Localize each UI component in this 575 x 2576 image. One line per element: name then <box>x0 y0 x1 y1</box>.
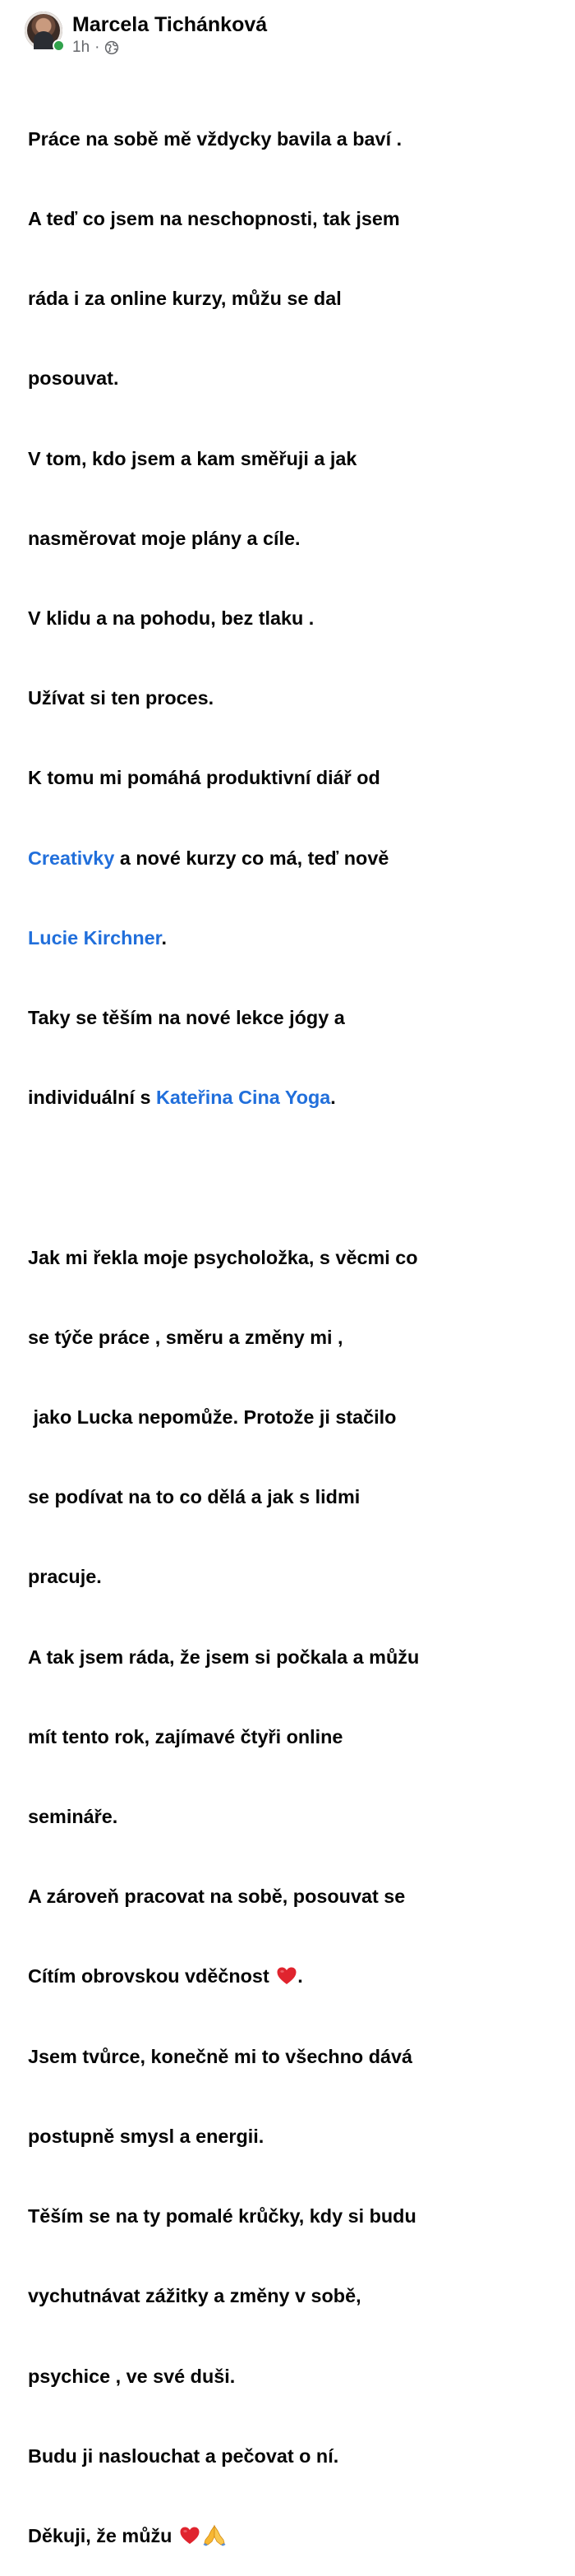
post-line: mít tento rok, zajímavé čtyři online <box>28 1725 343 1747</box>
post-line: Jak mi řekla moje psycholožka, s věcmi co <box>28 1246 418 1268</box>
post-line-with-mention <box>28 925 554 951</box>
post-line-text: individuální s <box>28 1087 156 1109</box>
post-line: se podívat na to co dělá a jak s lidmi <box>28 1486 361 1508</box>
post-line: vychutnávat zážitky a změny v sobě, <box>28 2285 361 2307</box>
post-line: Práce na sobě mě vždycky bavila a baví . <box>28 127 402 150</box>
post-line: V tom, kdo jsem a kam směřuji a jak <box>28 447 357 469</box>
post-line-text: a nové kurzy co má, teď nově <box>114 847 389 869</box>
post-line: postupně smysl a energii. <box>28 2125 264 2147</box>
post-line: nasměrovat moje plány a cíle. <box>28 527 301 549</box>
post-line-with-emoji <box>28 1963 554 1989</box>
post-line-with-mention <box>28 1084 554 1110</box>
post-line-with-mention <box>28 845 554 871</box>
heart-icon <box>276 1966 297 1986</box>
post-line: V klidu a na pohodu, bez tlaku . <box>28 607 315 630</box>
post-time[interactable]: 1h <box>72 39 90 56</box>
post-line-text: . <box>161 926 167 949</box>
post-line: ráda i za online kurzy, můžu se dal <box>28 288 342 310</box>
post-line: K tomu mi pomáhá produktivní diář od <box>28 767 380 789</box>
mention-lucie-kirchner[interactable]: Lucie Kirchner <box>28 926 162 949</box>
post-line: semináře. <box>28 1806 118 1828</box>
mention-katerina-cina-yoga[interactable]: Kateřina Cina Yoga <box>155 1087 331 1109</box>
post-line: A teď co jsem na neschopnosti, tak jsem <box>28 208 400 230</box>
post-line: jako Lucka nepomůže. Protože ji stačilo <box>28 1406 397 1429</box>
post-line-text: . <box>297 1965 303 1987</box>
author-avatar[interactable] <box>25 12 62 49</box>
meta-separator: · <box>94 39 100 56</box>
post-header <box>25 12 267 57</box>
post-line: psychice , ve své duši. <box>28 2365 236 2387</box>
post-line: se týče práce , směru a změny mi , <box>28 1326 343 1348</box>
online-status-dot <box>53 39 65 52</box>
globe-icon[interactable] <box>104 40 119 55</box>
paragraph-gap <box>28 1164 554 1190</box>
post-line-with-emoji <box>28 2523 554 2549</box>
post-text <box>28 72 554 2576</box>
post-line: Taky se těším na nové lekce jógy a <box>28 1007 345 1029</box>
post-line: Budu ji naslouchat a pečovat o ní. <box>28 2444 339 2467</box>
post-line-text: Děkuji, že můžu <box>28 2524 177 2546</box>
folded-hands-icon <box>202 2523 227 2546</box>
post-line: Jsem tvůrce, konečně mi to všechno dává <box>28 2045 413 2067</box>
post-line: Užívat si ten proces. <box>28 687 214 709</box>
header-text <box>72 12 267 57</box>
author-name[interactable]: Marcela Tichánková <box>72 13 268 36</box>
heart-icon <box>179 2526 200 2546</box>
post-line: A tak jsem ráda, že jsem si počkala a můžu <box>28 1646 420 1668</box>
post-line: A zároveň pracovat na sobě, posouvat se <box>28 1886 406 1908</box>
post-line-text: . <box>330 1087 336 1109</box>
post-line-text: Cítím obrovskou vděčnost <box>28 1965 275 1987</box>
post-line: pracuje. <box>28 1566 102 1588</box>
post-line: posouvat. <box>28 367 119 390</box>
mention-creativky[interactable]: Creativky <box>28 847 115 869</box>
post-line: Těším se na ty pomalé krůčky, kdy si budu <box>28 2205 416 2227</box>
post-meta <box>72 39 267 57</box>
